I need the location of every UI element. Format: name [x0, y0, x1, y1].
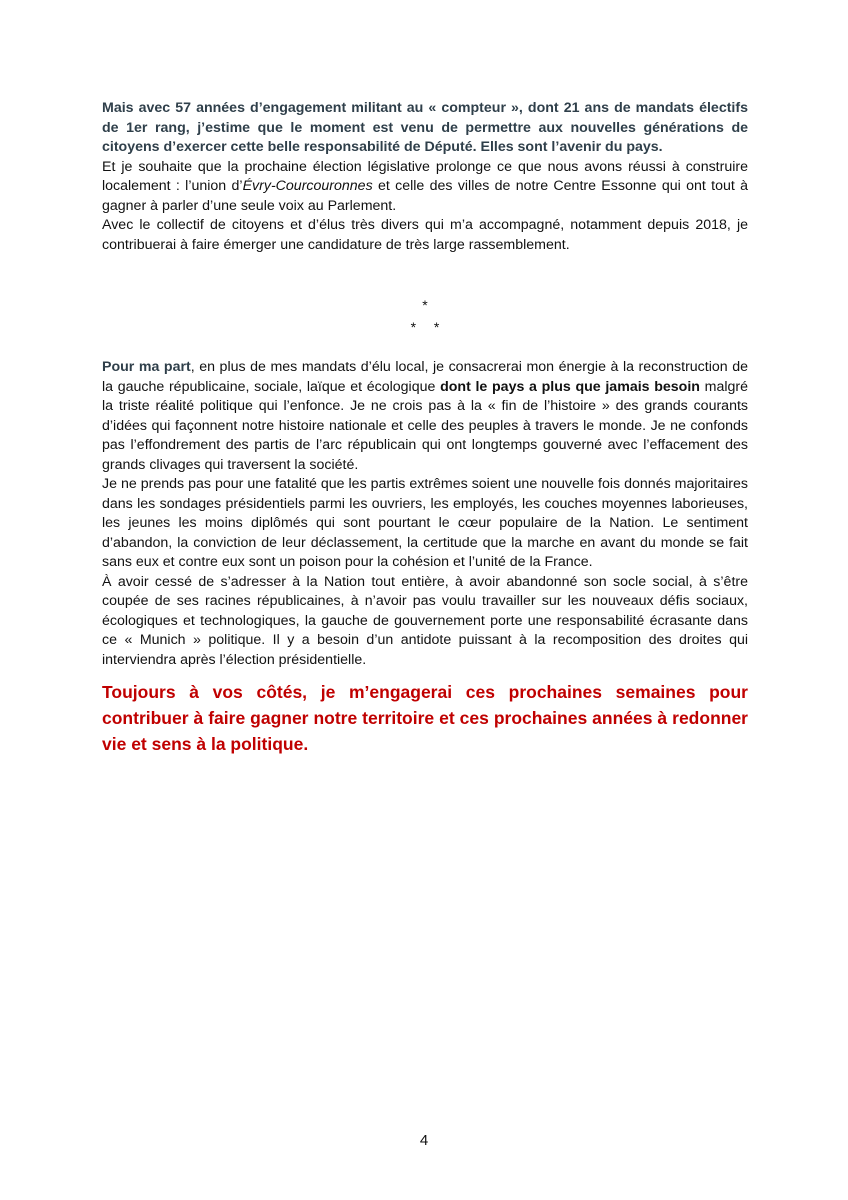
extremes-text: Je ne prends pas pour une fatalité que les partis extrêmes soient une nouvelle fois donnés majoritaires dans les sondages présidentiels parmi les ouvriers, les employés, les couches moyennes laborieuses, les jeunes les moins diplômés qui sont pourtant le cœur populaire de la Nation. Le sentiment d’abandon, la conviction de leur déclassement, la certitude que la marche en avant du monde se fait sans eux et contre eux sont un poison pour la cohésion et l’unité de la France. [102, 476, 748, 570]
page-number: 4 [419, 1132, 429, 1149]
city-name: Évry-Courcouronnes [242, 178, 373, 194]
legislative-text-end: et celle des villes de notre Centre Essonne qui ont tout à gagner à parler d’une seule voix au Parlement. [102, 178, 748, 214]
paragraph-reconstruction [102, 358, 748, 475]
responsibility-text: À avoir cessé de s’adresser à la Nation tout entière, à avoir abandonné son socle social, à s’être coupée de ses racines républicaines, à n’avoir pas voulu travailler sur les nouveaux défis sociaux, écologiques et technologiques, la gauche de gouvernement porte une responsabilité écrasante dans ce « Munich » politique. Il y a besoin d’un antidote puissant à la recomposition des droites qui interviendra après l’élection présidentielle. [102, 573, 748, 668]
paragraph-collective [102, 216, 748, 255]
legislative-text-start: Et je souhaite que la prochaine élection législative prolonge ce que nous avons réussi à construire localement : l’union d’ [102, 158, 748, 194]
paragraph-extremes [102, 475, 748, 573]
paragraph-legislative [102, 158, 748, 217]
main-section [102, 358, 748, 670]
engagement-statement: Mais avec 57 années d’engagement militant au « compteur », dont 21 ans de mandats électifs de 1er rang, j’estime que le moment est venu de permettre aux nouvelles générations de citoyens d’exercer cette belle responsabilité de Député. Elles sont l’avenir du pays. [102, 100, 748, 155]
paragraph-responsibility [102, 573, 748, 671]
reconstruction-text-start: , en plus de mes mandats d’élu local, je consacrerai mon énergie à la reconstruction de la gauche républicaine, sociale, laïque et écologique [102, 359, 748, 395]
intro-section [102, 99, 748, 255]
separator-line-1: * [422, 297, 428, 313]
closing-statement: Toujours à vos côtés, je m’engagerai ces prochaines semaines pour contribuer à faire gagner notre territoire et ces prochaines années à redonner vie et sens à la politique. [102, 682, 748, 754]
paragraph-engagement [102, 99, 748, 158]
section-separator [380, 294, 470, 338]
separator-line-2: * * [410, 319, 440, 335]
collective-text: Avec le collectif de citoyens et d’élus très divers qui m’a accompagné, notamment depuis 2018, je contribuerai à faire émerger une candidature de très large rassemblement. [102, 217, 748, 253]
for-my-part-lead: Pour ma part [102, 359, 191, 375]
reconstruction-text-end: malgré la triste réalité politique qui l’enfonce. Je ne crois pas à la « fin de l’histoire » des grands courants d’idées qui façonnent notre histoire nationale et celle des peuples à travers le monde. Je ne confonds pas l’effondrement des partis de l’arc républicain qui ont longtemps gouverné avec l’effacement des grands clivages qui traversent la société. [102, 378, 749, 473]
country-needs-emphasis: dont le pays a plus que jamais besoin [440, 378, 700, 395]
